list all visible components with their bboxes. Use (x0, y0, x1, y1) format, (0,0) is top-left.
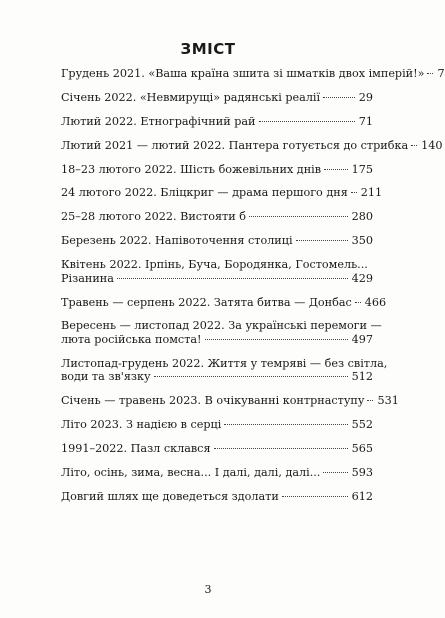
toc-entry-page: 7 (437, 67, 445, 80)
toc-entry-page: 429 (351, 271, 373, 285)
toc-entry-title: Лютий 2022. Етнографічний рай (61, 114, 256, 128)
toc-entry-page: 565 (351, 441, 373, 455)
toc-entry[interactable] (61, 356, 388, 384)
toc-entry-title: Довгий шлях ще доведеться здолати (61, 489, 279, 503)
dot-leader (324, 169, 348, 170)
dot-leader (296, 240, 348, 241)
toc-entry-page: 497 (351, 332, 373, 346)
toc-entry-page: 350 (351, 234, 373, 248)
dot-leader (214, 448, 348, 449)
toc-entry[interactable] (61, 319, 382, 346)
toc-entry-page: 612 (351, 489, 373, 503)
toc-entry-title: Літо, осінь, зима, весна... І далі, далі, далі... (61, 465, 321, 479)
toc-entry[interactable] (61, 186, 383, 200)
toc-entry[interactable] (61, 67, 445, 81)
dot-leader (224, 424, 347, 425)
toc-entry-title-line: Вересень — листопад 2022. За українські перемоги — (61, 319, 382, 333)
toc-entry-title: Травень — серпень 2022. Затята битва — Донбас (61, 295, 352, 309)
dot-leader (323, 472, 347, 473)
toc-entry-title: Січень 2022. «Невмирущі» радянські реалії (61, 90, 321, 104)
toc-entry[interactable] (61, 418, 373, 432)
toc-entry[interactable] (61, 258, 373, 285)
toc-entry-page: 140 (421, 138, 443, 152)
dot-leader (411, 145, 417, 146)
toc-entry[interactable] (61, 210, 373, 224)
toc-entry-title: Літо 2023. З надією в серці (61, 418, 222, 432)
toc-entry-title: Різанина (61, 271, 114, 285)
toc-entry[interactable] (61, 466, 373, 480)
toc-entry[interactable] (61, 138, 443, 153)
toc-entry[interactable] (61, 490, 373, 504)
toc-entry-title: Грудень 2021. «Ваша країна зшита зі шматків двох імперій!» (61, 67, 425, 80)
toc-entry[interactable] (61, 394, 399, 408)
toc-entry-page: 512 (351, 370, 373, 384)
dot-leader (117, 278, 348, 279)
toc-entry-title: 24 лютого 2022. Бліцкриг — драма першого дня (61, 186, 348, 200)
toc-entry-page: 29 (358, 90, 373, 104)
toc-entry-page: 531 (377, 394, 399, 408)
toc-entry[interactable] (61, 163, 373, 177)
toc-entry-page: 280 (351, 210, 373, 224)
toc-entry-title: Лютий 2021 — лютий 2022. Пантера готується до стрибка (61, 138, 409, 152)
dot-leader (154, 376, 348, 377)
toc-entry-page: 175 (351, 162, 373, 176)
toc-entry[interactable] (61, 115, 373, 129)
dot-leader (249, 216, 348, 217)
toc-entry[interactable] (61, 295, 387, 310)
toc-entry-title: води та зв'язку (61, 370, 151, 384)
toc-entry-title: Березень 2022. Напівоточення столиці (61, 234, 293, 248)
dot-leader (367, 400, 373, 401)
dot-leader (427, 73, 433, 74)
toc-entry-title: 18–23 лютого 2022. Шість божевільних днів (61, 162, 322, 176)
toc-entry-title: 25–28 лютого 2022. Вистояти б (61, 210, 246, 224)
toc-entry[interactable] (61, 91, 373, 105)
toc-entry-title: Січень — травень 2023. В очікуванні контрнаступу (61, 394, 365, 408)
table-of-contents (61, 67, 445, 514)
page-number: 3 (204, 583, 212, 596)
page-title: ЗМІСТ (180, 40, 236, 58)
dot-leader (351, 192, 357, 193)
dot-leader (205, 339, 348, 340)
toc-entry-page: 593 (351, 465, 373, 479)
toc-entry-page: 552 (351, 418, 373, 432)
toc-entry-page: 211 (360, 186, 383, 200)
toc-entry-page: 71 (358, 114, 373, 128)
toc-entry-title-line: Листопад-грудень 2022. Життя у темряві — без світла, (61, 356, 388, 370)
dot-leader (323, 97, 355, 98)
toc-entry[interactable] (61, 234, 373, 248)
toc-entry-title-line: Квітень 2022. Ірпінь, Буча, Бородянка, Гостомель... (61, 258, 368, 272)
dot-leader (259, 121, 355, 122)
dot-leader (355, 302, 361, 303)
toc-entry-page: 466 (364, 295, 387, 309)
toc-entry-title: люта російська помста! (61, 332, 202, 346)
toc-entry-title: 1991–2022. Пазл склався (61, 441, 211, 455)
toc-entry[interactable] (61, 442, 373, 456)
dot-leader (282, 496, 348, 497)
